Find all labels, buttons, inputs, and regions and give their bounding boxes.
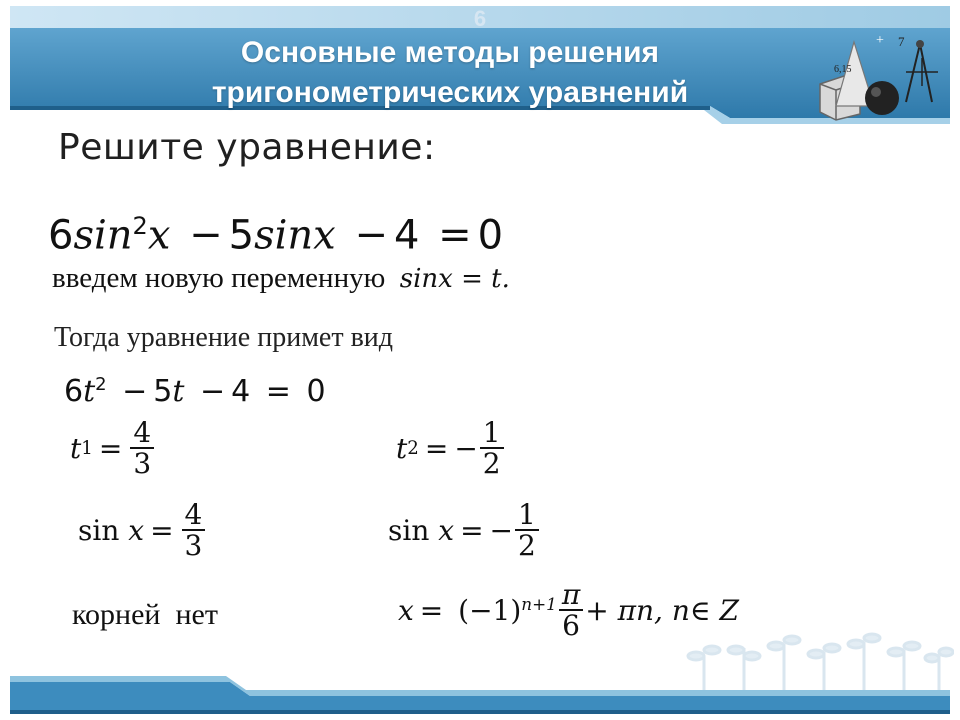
task-heading: Решите уравнение: xyxy=(58,127,436,168)
t2-equals: = xyxy=(424,431,449,465)
t1-index: 1 xyxy=(81,437,93,459)
sin-func: sin xyxy=(73,212,133,259)
emblem-text-b: 7 xyxy=(898,34,905,49)
t2-den: 2 xyxy=(480,447,504,478)
left-func: sin xyxy=(78,513,120,547)
quad-minus-2: − xyxy=(200,374,226,409)
var-x: x xyxy=(147,212,171,259)
quad-a: 6 xyxy=(64,374,84,409)
right-den: 2 xyxy=(515,529,539,560)
power: 2 xyxy=(132,212,148,240)
geometry-emblem xyxy=(814,32,948,122)
sol-base: (−1) xyxy=(458,593,522,627)
sinx: sinx xyxy=(254,212,336,259)
quad-equals: = xyxy=(265,374,291,409)
right-func: sin xyxy=(388,513,430,547)
left-fraction xyxy=(182,500,206,561)
root-t2 xyxy=(396,418,506,479)
quad-b: 5 xyxy=(153,374,173,409)
right-var: x xyxy=(438,513,455,547)
t2-sign: − xyxy=(454,431,478,465)
rhs: 0 xyxy=(477,212,504,259)
substitution-expr: sinx = t. xyxy=(399,264,510,294)
slide-number: 6 xyxy=(473,6,487,31)
t1-fraction xyxy=(130,418,154,479)
t1-num: 4 xyxy=(133,416,152,449)
left-den: 3 xyxy=(182,529,206,560)
root-t1 xyxy=(70,418,156,479)
substitution-text: введем новую переменную xyxy=(52,262,386,294)
substitution-line xyxy=(52,262,510,295)
t1-equals: = xyxy=(98,431,123,465)
quad-c: 4 xyxy=(231,374,251,409)
sol-equals: = xyxy=(419,593,444,627)
right-sign: − xyxy=(489,513,513,547)
emblem-text-a: 6,15 xyxy=(834,64,852,75)
right-fraction xyxy=(515,500,539,561)
emblem-plus: + xyxy=(876,33,884,48)
right-num: 1 xyxy=(518,498,536,531)
right-equals: = xyxy=(460,513,484,547)
main-equation xyxy=(48,212,503,258)
then-line: Тогда уравнение примет вид xyxy=(54,322,394,353)
left-equals: = xyxy=(150,513,174,547)
sol-pi: π xyxy=(561,578,581,611)
sol-six: 6 xyxy=(559,609,583,640)
coef-a: 6 xyxy=(48,212,74,259)
equals: = xyxy=(438,212,472,259)
t1-den: 3 xyxy=(130,447,154,478)
footer-band xyxy=(0,676,960,720)
slide-title xyxy=(80,33,820,113)
t2-index: 2 xyxy=(407,437,419,459)
minus-1: − xyxy=(189,212,223,259)
minus-2: − xyxy=(354,212,388,259)
quad-rhs: 0 xyxy=(306,374,326,409)
sol-fraction xyxy=(559,580,583,641)
sol-lhs: x xyxy=(398,593,414,627)
sol-exp: n+1 xyxy=(521,594,557,614)
quad-var-2: t xyxy=(172,374,185,409)
sol-tail: + πn, n∈ Z xyxy=(585,593,739,627)
t2-num: 1 xyxy=(482,416,501,449)
title-line-2: тригонометрических уравнений xyxy=(211,76,689,109)
coef-b: 5 xyxy=(228,212,255,259)
left-var: x xyxy=(128,513,145,547)
t2-name: t xyxy=(396,431,408,465)
const: 4 xyxy=(393,212,420,259)
no-roots-text: корней нет xyxy=(72,598,218,631)
title-line-1: Основные методы решения xyxy=(240,36,660,69)
case-left-equation xyxy=(78,500,207,561)
left-num: 4 xyxy=(184,498,203,531)
quad-power: 2 xyxy=(95,374,107,395)
t2-fraction xyxy=(480,418,504,479)
quadratic-equation xyxy=(64,374,326,409)
quad-var: t xyxy=(83,374,96,409)
t1-name: t xyxy=(70,431,82,465)
case-right-equation xyxy=(388,500,541,561)
quad-minus-1: − xyxy=(122,374,148,409)
